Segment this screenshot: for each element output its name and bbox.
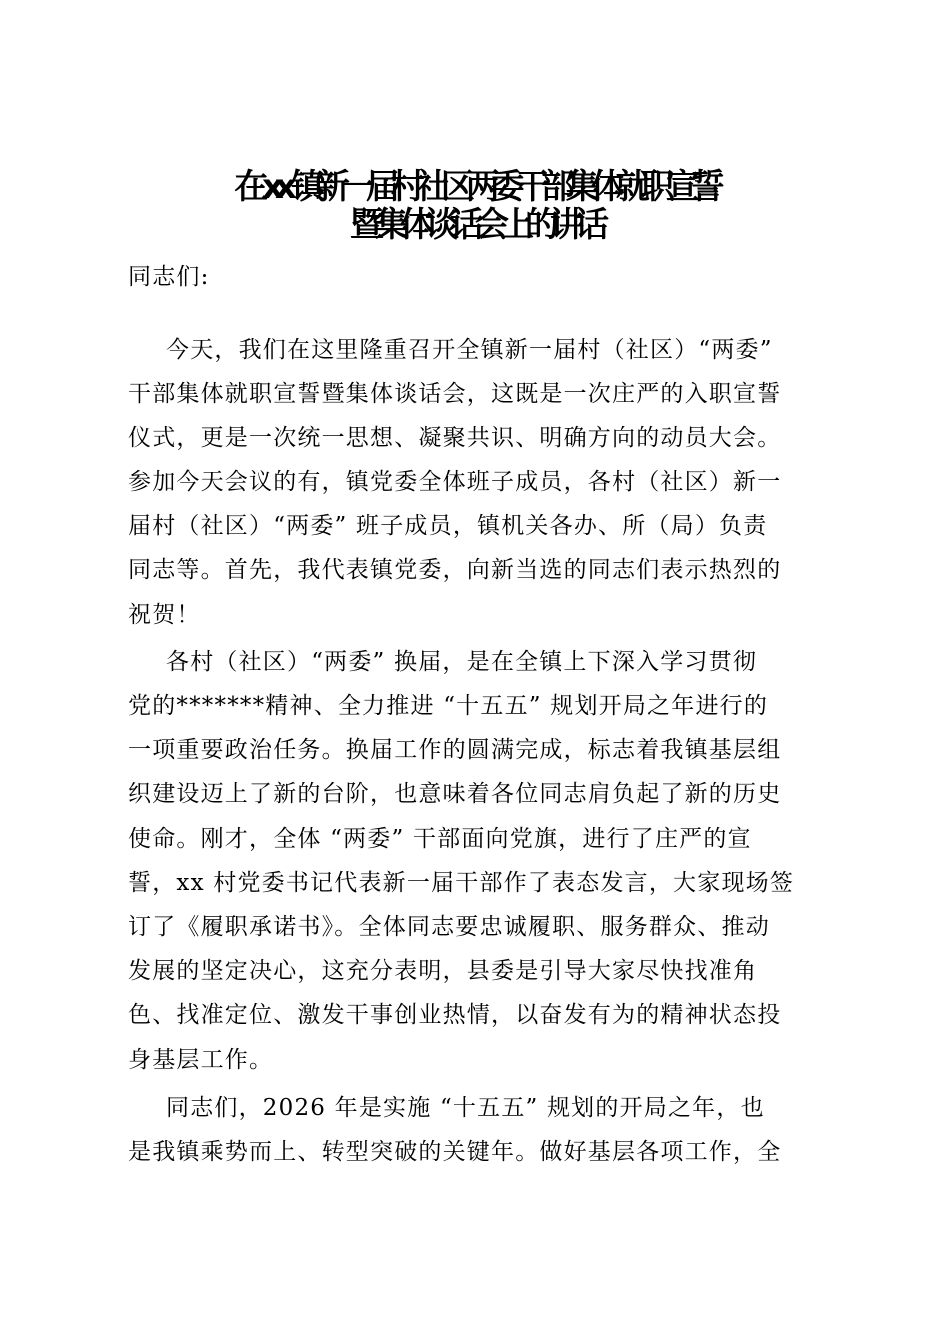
body-line: 发展的坚定决心，这充分表明，县委是引导大家尽快找准角 (128, 958, 758, 984)
body-line: 参加今天会议的有，镇党委全体班子成员，各村（社区）新一 (128, 469, 782, 495)
body-line: 干部集体就职宣誓暨集体谈话会，这既是一次庄严的入职宣誓 (128, 381, 782, 407)
body-line: 使命。刚才，全体 “两委” 干部面向党旗，进行了庄严的宣 (128, 826, 752, 852)
body-line: 党的*******精神、全力推进 “十五五” 规划开局之年进行的 (128, 693, 769, 719)
body-line: 同志们，2026 年是实施 “十五五” 规划的开局之年，也 (166, 1095, 765, 1121)
body-line: 是我镇乘势而上、转型突破的关键年。做好基层各项工作，全 (128, 1139, 782, 1165)
document-title-line-1: 在 xx 镇新一届村社区两委干部集体就职宣誓 (234, 167, 716, 207)
body-line: 各村（社区）“两委” 换届，是在全镇上下深入学习贯彻 (166, 649, 758, 675)
body-line: 祝贺！ (128, 602, 201, 628)
salutation: 同志们: (128, 264, 210, 290)
body-line: 仪式，更是一次统一思想、凝聚共识、明确方向的动员大会。 (128, 425, 782, 451)
body-line: 订了《履职承诺书》。全体同志要忠诚履职、服务群众、推动 (128, 914, 770, 940)
body-line: 色、找准定位、激发干事创业热情，以奋发有为的精神状态投 (128, 1002, 782, 1028)
body-line: 届村（社区）“两委” 班子成员，镇机关各办、所（局）负责 (128, 513, 768, 539)
body-line: 同志等。首先，我代表镇党委，向新当选的同志们表示热烈的 (128, 557, 782, 583)
document-title-line-2: 暨集体谈话会上的讲话 (350, 205, 600, 245)
body-line: 今天，我们在这里隆重召开全镇新一届村（社区）“两委” (166, 337, 773, 363)
body-line: 誓，xx 村党委书记代表新一届干部作了表态发言，大家现场签 (128, 870, 795, 896)
body-line: 一项重要政治任务。换届工作的圆满完成，标志着我镇基层组 (128, 737, 782, 763)
body-line: 织建设迈上了新的台阶，也意味着各位同志肩负起了新的历史 (128, 781, 782, 807)
body-line: 身基层工作。 (128, 1047, 274, 1073)
